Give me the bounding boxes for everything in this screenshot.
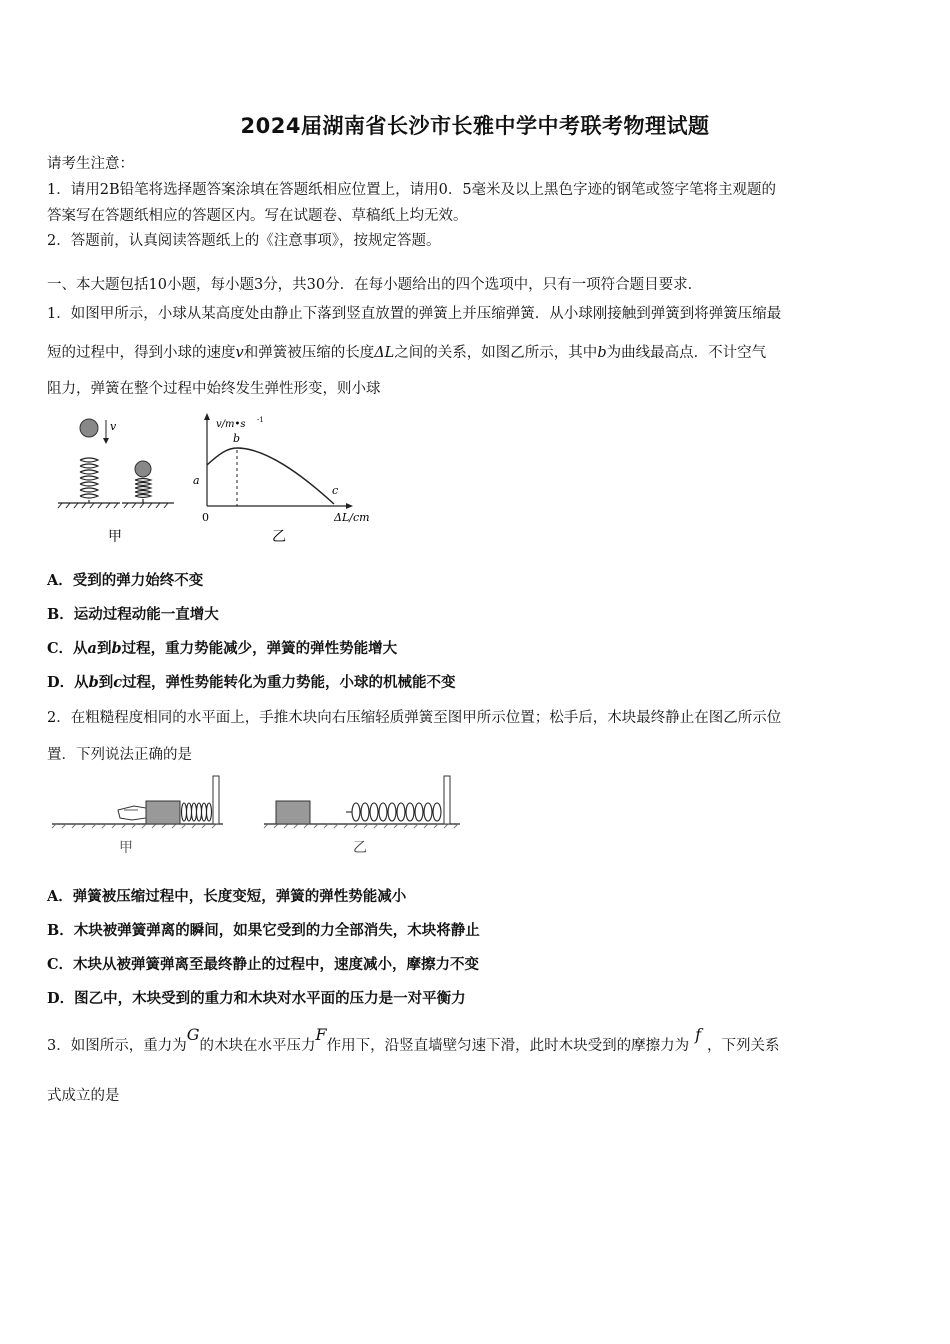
point-c-label: c [332, 484, 339, 497]
wall-icon [213, 776, 219, 824]
q3-var-g: G [186, 1025, 200, 1044]
q2-option-b: B．木块被弹簧弹离的瞬间，如果它受到的力全部消失，木块将静止 [47, 922, 480, 939]
q1-stem-line-2 [47, 341, 766, 362]
q3-stem-line-2: 式成立的是 [47, 1088, 120, 1104]
q1-option-c-text: 过程，重力势能减少，弹簧的弹性势能增大 [121, 640, 398, 657]
q1-option-c-text: C．从 [47, 640, 88, 657]
q1-option-c-var: a [87, 640, 97, 657]
ball-icon [80, 419, 98, 437]
q3-text: ，下列关系 [707, 1038, 780, 1054]
q1-option-c-var: b [111, 640, 122, 657]
q1-text: 之间的关系，如图乙所示，其中 [394, 345, 598, 361]
q1-var-dl: ΔL [374, 345, 395, 361]
notice-heading: 请考生注意： [47, 156, 134, 172]
q1-text: 为曲线最高点．不计空气 [606, 345, 767, 361]
q1-option-d-var: b [88, 674, 99, 691]
q1-option-a: A．受到的弹力始终不变 [47, 572, 204, 589]
q1-option-d-var: c [113, 674, 123, 691]
notice-line-1a: 1．请用2B铅笔将选择题答案涂填在答题纸相应位置上，请用0．5毫米及以上黑色字迹的钢笔或签字笔将主观题的 [47, 182, 777, 198]
q1-text: 短的过程中，得到小球的速度 [47, 345, 236, 361]
q3-text: 的木块在水平压力 [199, 1038, 316, 1054]
relaxed-spring-icon [346, 803, 441, 821]
q1-stem-line-3: 阻力，弹簧在整个过程中始终发生弹性形变，则小球 [47, 381, 381, 397]
point-a-label: a [193, 474, 200, 487]
q1-option-d-text: D．从 [47, 674, 89, 691]
compressed-spring-icon [135, 479, 151, 504]
notice-line-2: 2．答题前，认真阅读答题纸上的《注意事项》，按规定答题。 [47, 233, 441, 249]
q1-text: 和弹簧被压缩的长度 [243, 345, 375, 361]
q2-figure [48, 772, 468, 864]
q1-option-c [47, 637, 397, 658]
x-axis-arrow-icon [346, 503, 353, 509]
page-title: 2024届湖南省长沙市长雅中学中考联考物理试题 [240, 114, 710, 138]
q2-stem-line-1: 2．在粗糙程度相同的水平面上，手推木块向右压缩轻质弹簧至图甲所示位置；松手后，木块最终静止在图乙所示位 [47, 710, 782, 726]
q2-stem-line-2: 置．下列说法正确的是 [47, 747, 192, 763]
point-b-label: b [233, 432, 241, 445]
q2-option-a: A．弹簧被压缩过程中，长度变短，弹簧的弹性势能减小 [47, 888, 407, 905]
q3-text: 作用下，沿竖直墙壁匀速下滑，此时木块受到的摩擦力为 [326, 1038, 690, 1054]
x-axis-label: ΔL/cm [334, 511, 370, 524]
q1-var-v: v [235, 345, 244, 361]
y-axis-exp: -1 [257, 416, 264, 424]
figure-caption-yi: 乙 [272, 529, 286, 545]
q1-option-d-text: 到 [98, 674, 114, 691]
ground-hatch [58, 503, 118, 508]
wall-icon [444, 776, 450, 824]
q2-figure-svg [48, 772, 468, 864]
q2-option-c: C．木块从被弹簧弹离至最终静止的过程中，速度减小，摩擦力不变 [47, 956, 480, 973]
q1-figure [50, 408, 390, 548]
notice-line-1b: 答案写在答题纸相应的答题区内。写在试题卷、草稿纸上均无效。 [47, 208, 468, 224]
q1-option-c-text: 到 [96, 640, 112, 657]
velocity-curve [207, 448, 334, 504]
q1-stem-line-1: 1．如图甲所示，小球从某高度处由静止下落到竖直放置的弹簧上并压缩弹簧．从小球刚接触到弹簧到将弹簧压缩最 [47, 306, 782, 322]
q1-option-d-text: 过程，弹性势能转化为重力势能，小球的机械能不变 [122, 674, 456, 691]
q1-figure-svg [50, 408, 390, 548]
q1-option-d [47, 671, 456, 692]
figure-caption-jia: 甲 [119, 840, 133, 856]
compressed-spring-icon [182, 803, 212, 821]
wood-block-icon [276, 801, 310, 824]
figure-caption-yi: 乙 [353, 840, 367, 856]
q3-var-f-force: F [315, 1025, 327, 1044]
ball-icon [135, 461, 151, 477]
q2-option-d: D．图乙中，木块受到的重力和木块对水平面的压力是一对平衡力 [47, 990, 466, 1007]
section-heading: 一、本大题包括10小题，每小题3分，共30分．在每小题给出的四个选项中，只有一项符合题目要求． [47, 277, 703, 293]
y-axis-arrow-icon [204, 413, 210, 420]
ground-hatch [124, 503, 168, 508]
q3-stem-line-1 [47, 1025, 780, 1055]
arrow-head-icon [103, 438, 109, 444]
v-arrow-label: v [110, 420, 117, 433]
q1-var-b: b [597, 345, 607, 361]
q3-text: 3．如图所示，重力为 [47, 1038, 187, 1054]
wood-block-icon [146, 801, 180, 824]
y-axis-label: v/m•s [216, 419, 246, 430]
q1-option-b: B．运动过程动能一直增大 [47, 606, 219, 623]
spring-icon [80, 458, 98, 503]
figure-caption-jia: 甲 [108, 529, 122, 545]
q3-var-f-friction: f [695, 1025, 702, 1044]
hand-icon [118, 806, 146, 820]
origin-label: 0 [202, 511, 209, 524]
